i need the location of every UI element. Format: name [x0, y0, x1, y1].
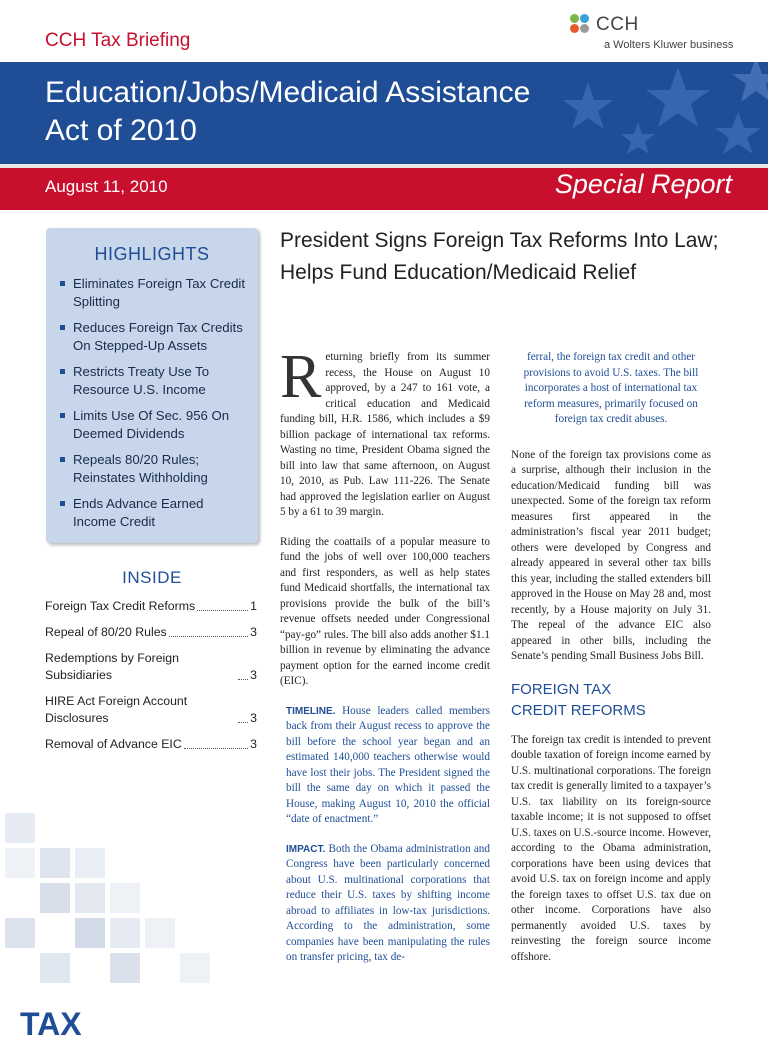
- toc-item[interactable]: Repeal of 80/20 Rules 3: [45, 625, 257, 639]
- tax-footer-label: TAX: [20, 1006, 82, 1042]
- highlights-list: [46, 275, 258, 530]
- toc-item[interactable]: HIRE Act Foreign Account Disclosures 3: [45, 694, 257, 725]
- article-paragraph: None of the foreign tax provisions come as a surprise, although their inclusion in the education/Medicaid funding bill was unexpected. Some of the foreign tax reform measures first appeared in the administration’s fiscal year 2011 budget; others were developed by Congress and already appeared in several other tax bills this year, including the stalled extenders bill approved in the House on May 28 and, most recently, by a House majority on July 31. The repeal of the advance EIC also appeared in other bills, including the Senate’s pending Small Business Jobs Bill.: [511, 448, 711, 662]
- highlights-box: [46, 228, 258, 543]
- highlight-item: Reduces Foreign Tax Credits On Stepped-Up Assets: [60, 319, 248, 354]
- toc-item[interactable]: Redemptions by Foreign Subsidiaries 3: [45, 651, 257, 682]
- article-paragraph: Riding the coattails of a popular measure to fund the jobs of well over 100,000 teachers and first responders, as well as help states fund Medicaid shortfalls, the international tax provisions provide the bulk of the bill’s revenue offsets needed under Congressional “pay-go” rules. The bill also adds another $1.1 billion in revenue by eliminating the advance payment option for the earned income credit (EIC).: [280, 535, 490, 687]
- timeline-callout: TIMELINE. House leaders called members back from their August recess to approve the bill before the school year began and an estimated 140,000 teachers otherwise would have lost their jobs. The President signed the bill the same day on which it passed the House, making August 10, 2010 the official “date of enactment.”: [286, 704, 490, 825]
- cch-logo-icon: [570, 14, 592, 36]
- cch-logo: [570, 12, 750, 54]
- article-paragraph: The foreign tax credit is intended to prevent double taxation of foreign income earned by U.S. multinational corporations. The foreign tax credit is generally limited to a taxpayer’s U.S. tax liability on its foreign-source taxable income; it is not supposed to offset U.S. taxes on U.S.-source income. However, according to the Obama administration, corporations have been using devices that avoid U.S. tax on foreign income and apply the foreign taxes to offset U.S. tax due on other income. Corporations have also permanently avoided U.S. taxes by reinvesting the foreign source income offshore.: [511, 733, 711, 963]
- highlight-item: Eliminates Foreign Tax Credit Splitting: [60, 275, 248, 310]
- article-column-1: [280, 343, 490, 980]
- impact-callout: IMPACT. Both the Obama administration and Congress have been particularly concerned about U.S. multinational corporations that reduce their U.S. taxes by shifting income abroad to affiliates in low-tax jurisdictions. According to the administration, some companies have been manipulating the rules on transfer pricing, tax de-: [286, 842, 490, 963]
- briefing-label: CCH Tax Briefing: [45, 30, 191, 51]
- highlight-item: Repeals 80/20 Rules; Reinstates Withholding: [60, 451, 248, 486]
- report-title: Education/Jobs/Medicaid Assistance Act of 2010: [45, 76, 531, 147]
- date-bar: [0, 164, 768, 210]
- logo-tagline: a Wolters Kluwer business: [604, 39, 734, 51]
- highlights-title: HIGHLIGHTS: [94, 244, 210, 264]
- impact-callout-continued: ferral, the foreign tax credit and other provisions to avoid U.S. taxes. The bill incorporates a host of international tax reform measures, primarily focused on foreign tax credit abuses.: [523, 351, 699, 425]
- highlight-item: Ends Advance Earned Income Credit: [60, 495, 248, 530]
- inside-title: INSIDE: [122, 568, 182, 587]
- special-report-label: Special Report: [554, 169, 732, 199]
- logo-name: CCH: [596, 14, 639, 35]
- report-date: August 11, 2010: [45, 177, 168, 196]
- table-of-contents: [45, 598, 257, 762]
- article-headline: President Signs Foreign Tax Reforms Into Law; Helps Fund Education/Medicaid Relief: [280, 229, 719, 284]
- squares-decoration: [0, 808, 260, 1008]
- drop-cap: R: [280, 343, 322, 411]
- highlight-item: Limits Use Of Sec. 956 On Deemed Dividends: [60, 407, 248, 442]
- article-paragraph: Returning briefly from its summer recess, the House on August 10 approved, by a 247 to 161 vote, a critical education and Medicaid funding bill, H.R. 1586, which includes a $9 billion package of international tax reforms. Wasting no time, President Obama signed the bill into law that same afternoon, on August 10, 2010, as Pub. Law 111-226. The Senate had approved the legislation earlier on August 5 by a 61 to 39 margin.: [280, 343, 490, 518]
- article-column-2: [511, 350, 711, 979]
- title-banner: [0, 62, 768, 164]
- section-heading: FOREIGN TAX CREDIT REFORMS: [511, 680, 646, 719]
- highlight-item: Restricts Treaty Use To Resource U.S. Income: [60, 363, 248, 398]
- toc-item[interactable]: Removal of Advance EIC 3: [45, 737, 257, 751]
- toc-item[interactable]: Foreign Tax Credit Reforms 1: [45, 599, 257, 613]
